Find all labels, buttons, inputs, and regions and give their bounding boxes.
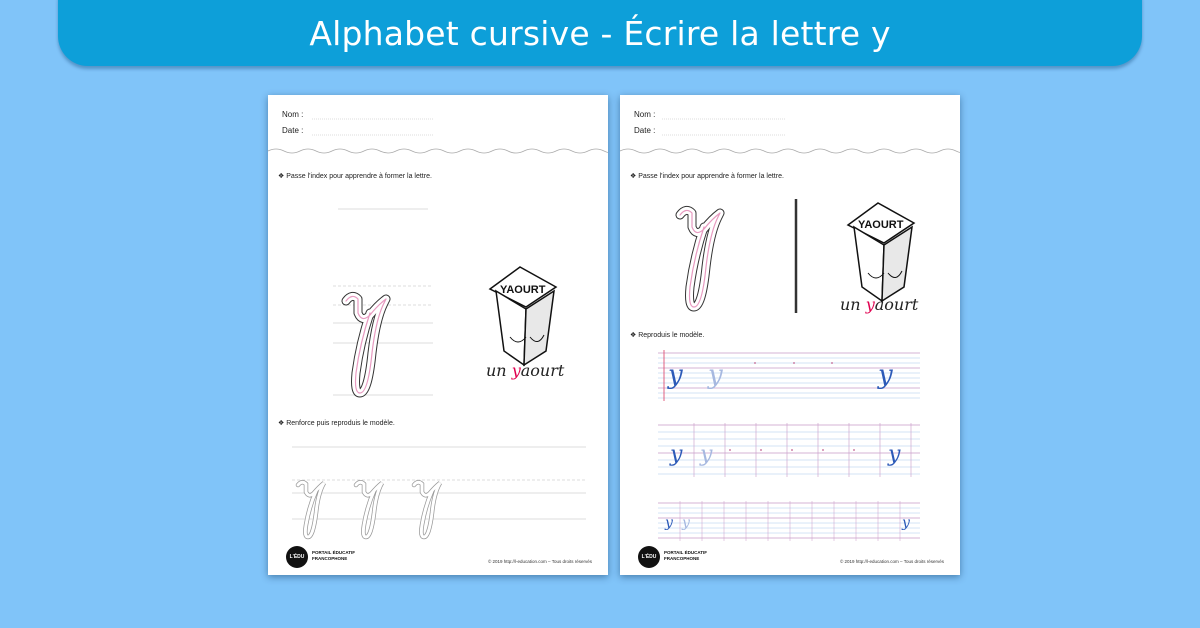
ruled-block-2 xyxy=(658,423,920,477)
portal-line-1: PORTAIL ÉDUCATIF xyxy=(664,550,707,555)
ruled-block-3 xyxy=(658,501,920,541)
name-label: Nom : xyxy=(634,110,656,119)
model-y-2c: y xyxy=(888,442,901,467)
portal-line-2: FRANCOPHONE xyxy=(312,556,348,561)
caption-after: aourt xyxy=(874,295,919,314)
yogurt-label: YAOURT xyxy=(858,219,904,231)
yogurt-label: YAOURT xyxy=(500,284,546,296)
portal-name xyxy=(312,550,355,562)
edu-logo: L'ÉDU xyxy=(638,546,660,568)
wavy-separator xyxy=(268,149,608,153)
instruction-trace: ❖ Passe l'index pour apprendre à former la lettre. xyxy=(278,173,432,180)
worksheet-left[interactable] xyxy=(268,95,608,575)
page-title: Alphabet cursive - Écrire la lettre y xyxy=(309,14,891,53)
worksheet-left-graphics xyxy=(268,95,608,575)
model-y-1a: y xyxy=(668,360,683,390)
instruction-reproduce: ❖ Reproduis le modèle. xyxy=(630,332,705,339)
copyright: © 2019 http://l-education.com – Tous droits réservés xyxy=(487,559,592,564)
caption-before: un xyxy=(486,361,512,380)
date-label: Date : xyxy=(634,126,656,135)
caption-after: aourt xyxy=(520,361,565,380)
word-caption xyxy=(840,295,918,314)
portal-name xyxy=(664,550,707,562)
ruled-block-1 xyxy=(658,350,920,401)
yogurt-cup-illustration xyxy=(490,267,556,365)
portal-line-1: PORTAIL ÉDUCATIF xyxy=(312,550,355,555)
model-y-3c: y xyxy=(902,515,910,531)
instruction-reproduce: ❖ Renforce puis reproduis le modèle. xyxy=(278,420,395,427)
yogurt-cup-illustration xyxy=(848,203,914,301)
date-label: Date : xyxy=(282,126,304,135)
model-y-2b: y xyxy=(700,442,713,467)
portal-line-2: FRANCOPHONE xyxy=(664,556,700,561)
caption-highlight: y xyxy=(865,295,875,314)
name-label: Nom : xyxy=(282,110,304,119)
copyright: © 2019 http://l-education.com – Tous droits réservés xyxy=(839,559,944,564)
instruction-trace: ❖ Passe l'index pour apprendre à former la lettre. xyxy=(630,173,784,180)
wavy-separator xyxy=(620,149,960,153)
word-caption xyxy=(486,361,564,380)
model-y-3a: y xyxy=(665,515,673,531)
caption-before: un xyxy=(840,295,866,314)
model-y-3b: y xyxy=(682,515,690,531)
worksheet-right[interactable] xyxy=(620,95,960,575)
model-y-1c: y xyxy=(878,360,893,390)
model-y-1b: y xyxy=(708,360,723,390)
model-y-2a: y xyxy=(670,442,683,467)
edu-logo: L'ÉDU xyxy=(286,546,308,568)
caption-highlight: y xyxy=(511,361,521,380)
